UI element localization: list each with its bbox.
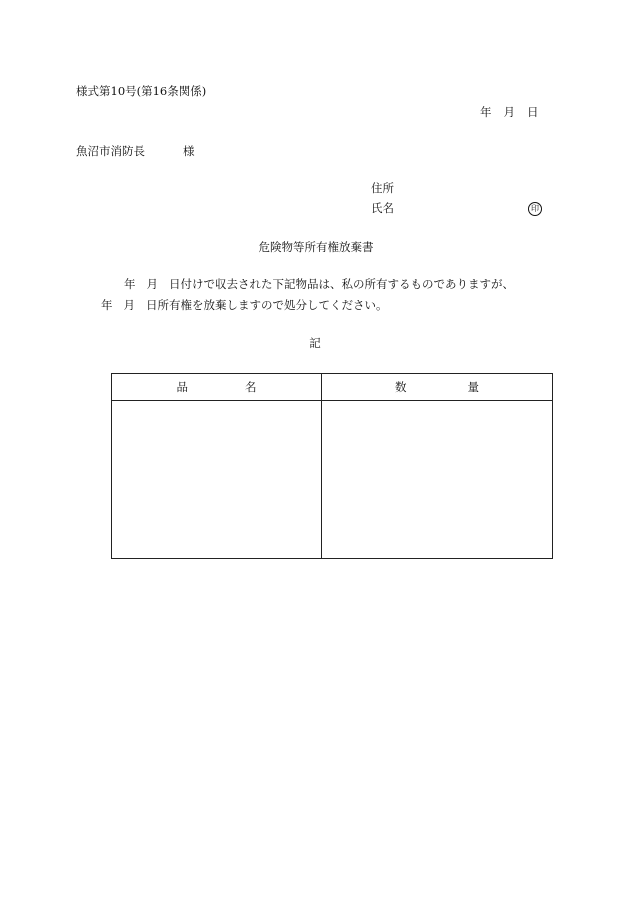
body-line-2-text: 日所有権を放棄しますので処分してください。	[146, 298, 388, 312]
items-table-row	[112, 401, 553, 559]
body-line-2	[101, 300, 388, 312]
addressee-name: 魚沼市消防長	[76, 144, 145, 158]
quantity-cell	[322, 401, 553, 559]
addressee	[76, 146, 195, 158]
name-label: 氏名	[371, 201, 394, 215]
ki-heading: 記	[309, 336, 321, 350]
body-line-1-year: 年	[124, 277, 136, 291]
header-item-name-char-2: 名	[245, 380, 257, 394]
header-item-name	[112, 374, 322, 401]
addressee-honorific: 様	[183, 144, 195, 158]
header-quantity-text	[395, 379, 479, 395]
seal-mark: 印	[528, 202, 542, 216]
address-label: 住所	[371, 181, 394, 195]
header-quantity-char-2: 量	[467, 380, 479, 394]
item-name-cell	[112, 401, 322, 559]
header-item-name-text	[177, 379, 257, 395]
date-day: 日	[527, 105, 539, 119]
header-item-name-char-1: 品	[176, 380, 188, 394]
body-line-1	[124, 279, 514, 291]
document-title: 危険物等所有権放棄書	[258, 240, 374, 254]
items-table-header	[112, 374, 553, 401]
header-quantity	[322, 374, 553, 401]
date-line	[480, 107, 539, 119]
body-line-1-month: 月	[146, 277, 158, 291]
body-line-2-month: 月	[123, 298, 135, 312]
body-line-1-text: 日付けで収去された下記物品は、私の所有するものでありますが、	[169, 277, 514, 291]
header-quantity-char-1: 数	[395, 380, 407, 394]
date-year: 年	[480, 105, 492, 119]
date-month: 月	[503, 105, 515, 119]
form-number: 様式第10号(第16条関係)	[76, 84, 207, 98]
items-table	[111, 373, 553, 559]
body-line-2-year: 年	[101, 298, 113, 312]
